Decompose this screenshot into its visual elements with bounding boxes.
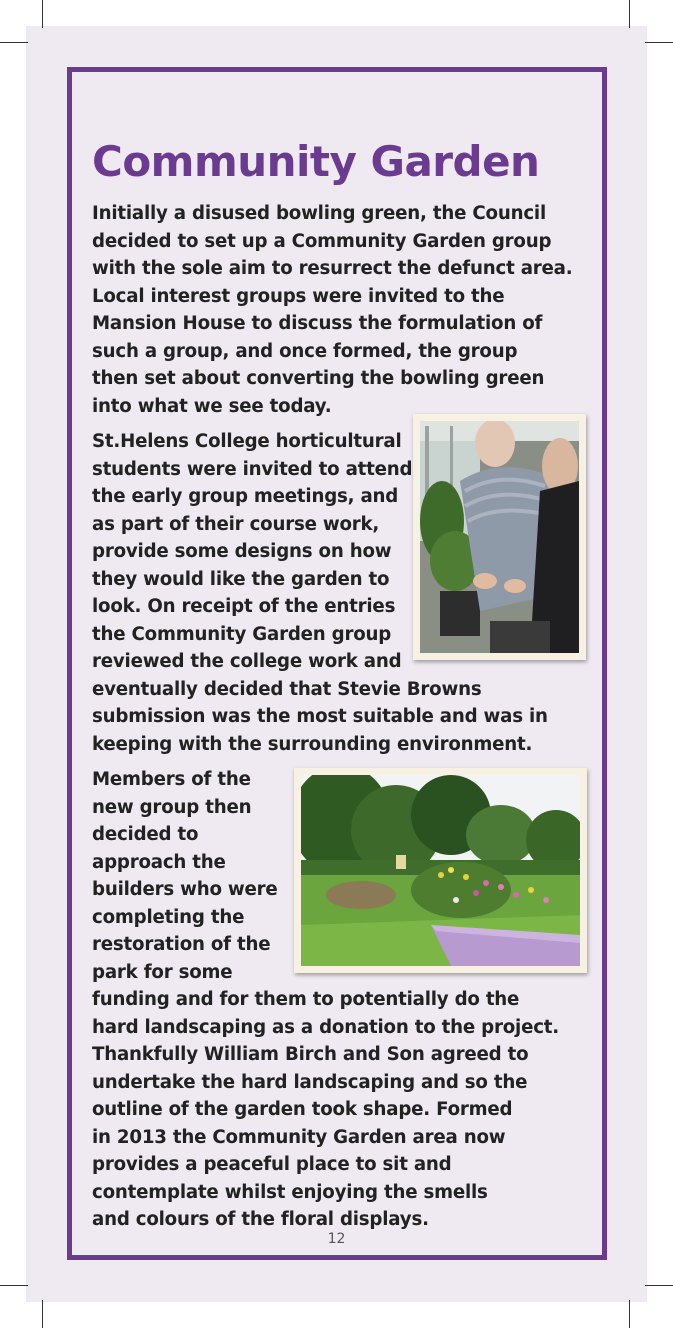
crop-mark-bottom-right-h [645, 1285, 673, 1286]
text-line: the early group meetings, and [92, 486, 399, 507]
text-line: Thankfully William Birch and Son agreed to [92, 1044, 529, 1065]
crop-mark-top-right-h [645, 42, 673, 43]
text-line: provides a peaceful place to sit and [92, 1154, 452, 1175]
text-line: students were invited to attend [92, 458, 413, 480]
text-line: provide some designs on how [92, 541, 392, 562]
page-title: Community Garden [92, 137, 540, 186]
page-number: 12 [327, 1231, 346, 1247]
text-line: St.Helens College horticultural [92, 431, 402, 452]
text-line: undertake the hard landscaping and so the [92, 1071, 528, 1093]
text-line: keeping with the surrounding environment. [92, 733, 533, 755]
text-line: they would like the garden to [92, 568, 390, 590]
text-line: into what we see today. [92, 395, 332, 417]
text-line: restoration of the [92, 934, 271, 955]
text-line: look. On receipt of the entries [92, 596, 396, 617]
photo-community-garden [294, 768, 587, 973]
crop-mark-bottom-left-h [0, 1285, 28, 1286]
text-line: decided to [92, 824, 199, 845]
photo-community-garden-image [301, 775, 580, 966]
text-line: Members of the [92, 769, 251, 790]
text-line: Mansion House to discuss the formulation of [92, 313, 543, 334]
photo-students-planting-image [420, 421, 579, 653]
text-line: Initially a disused bowling green, the Council [92, 203, 546, 224]
crop-mark-top-right [629, 0, 630, 28]
text-line: hard landscaping as a donation to the project. [92, 1016, 559, 1038]
photo-students-planting [413, 414, 586, 660]
crop-mark-bottom-right [629, 1300, 630, 1328]
text-line: eventually decided that Stevie Browns [92, 678, 482, 700]
text-line: funding and for them to potentially do the [92, 989, 520, 1010]
text-line: contemplate whilst enjoying the smells [92, 1181, 488, 1203]
paragraph-intro [92, 200, 573, 420]
text-line: reviewed the college work and [92, 651, 402, 672]
text-line: such a group, and once formed, the group [92, 340, 518, 362]
crop-mark-top-left [42, 0, 43, 28]
text-line: in 2013 the Community Garden area now [92, 1126, 506, 1148]
text-line: approach the [92, 851, 226, 873]
text-line: and colours of the floral displays. [92, 1209, 429, 1230]
text-line: Local interest groups were invited to the [92, 285, 505, 307]
text-line: decided to set up a Community Garden group [92, 230, 552, 252]
crop-mark-top-left-h [0, 42, 28, 43]
text-line: completing the [92, 906, 245, 928]
text-line: park for some [92, 961, 233, 983]
text-line: the Community Garden group [92, 623, 392, 645]
text-line: as part of their course work, [92, 513, 380, 535]
text-line: submission was the most suitable and was in [92, 706, 548, 727]
text-line: new group then [92, 796, 252, 818]
crop-mark-bottom-left [42, 1300, 43, 1328]
text-line: then set about converting the bowling green [92, 368, 545, 389]
text-line: outline of the garden took shape. Formed [92, 1099, 513, 1120]
text-line: with the sole aim to resurrect the defunct area. [92, 258, 573, 279]
text-line: builders who were [92, 879, 278, 900]
